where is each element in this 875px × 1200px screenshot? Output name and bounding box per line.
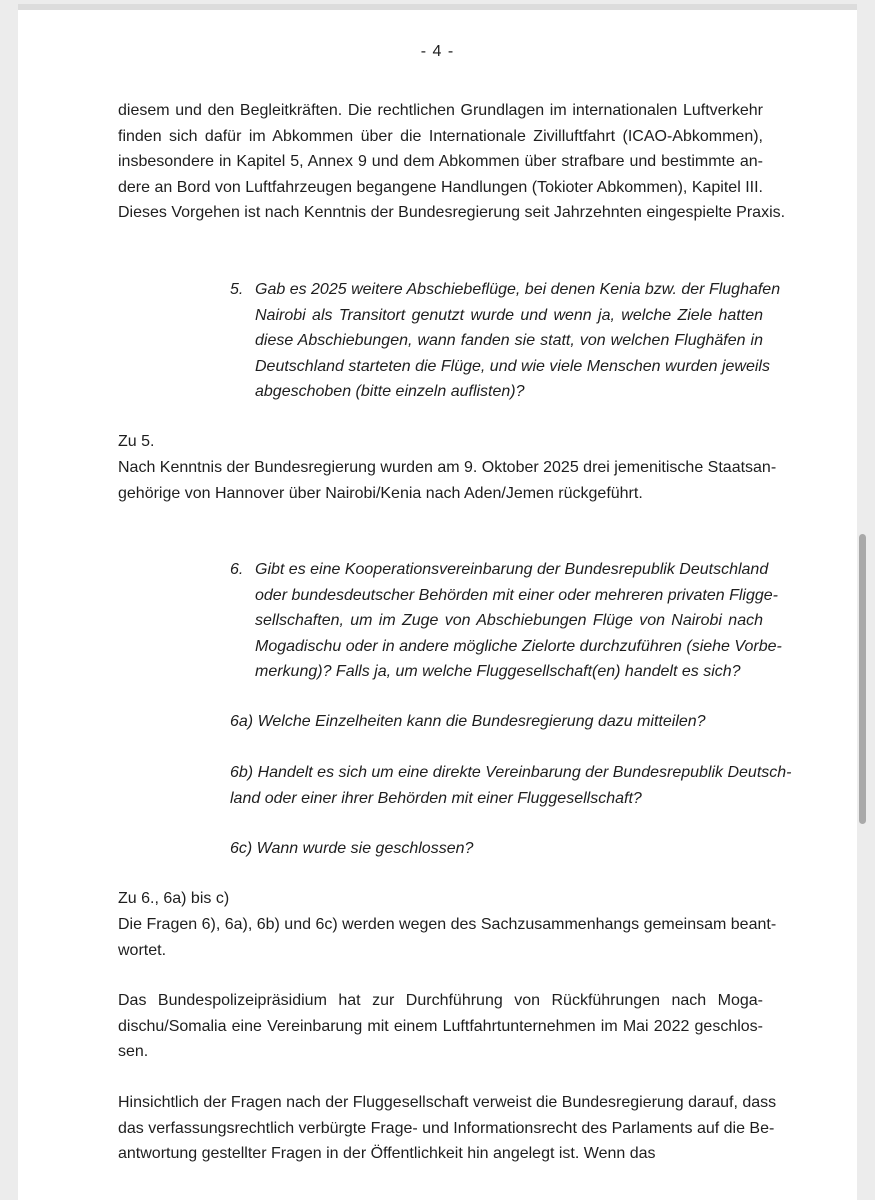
page-number: - 4 - — [420, 43, 455, 60]
text-line: diesem und den Begleitkräften. Die rechtlichen Grundlagen im internationalen Luftverkehr — [118, 102, 763, 119]
answer-6-paragraph-3 — [118, 1090, 777, 1167]
text-line: wortet. — [118, 941, 167, 959]
text-line: Deutschland starteten die Flüge, und wie viele Menschen wurden jeweils — [255, 357, 770, 375]
text-line: Die Fragen 6), 6a), 6b) und 6c) werden wegen des Sachzusammenhangs gemeinsam beant- — [118, 916, 777, 933]
text-line: dere an Bord von Luftfahrzeugen begangene Handlungen (Tokioter Abkommen), Kapitel III. — [118, 178, 763, 196]
text-line: 6c) Wann wurde sie geschlossen? — [230, 840, 474, 857]
text-line: oder bundesdeutscher Behörden mit einer oder mehreren privaten Fligge- — [255, 586, 778, 604]
text-line: dischu/Somalia eine Vereinbarung mit einem Luftfahrtunternehmen im Mai 2022 geschlos- — [118, 1017, 763, 1035]
question-number: 6. — [230, 561, 244, 578]
text-line: sellschaften, um im Zuge von Abschiebungen Flüge von Nairobi nach — [255, 612, 763, 629]
question-6a — [230, 709, 763, 735]
text-line: insbesondere in Kapitel 5, Annex 9 und dem Abkommen über strafbare und bestimmte an- — [118, 153, 763, 170]
answer-5-text — [118, 455, 777, 506]
text-line: Das Bundespolizeipräsidium hat zur Durchführung von Rückführungen nach Moga- — [118, 992, 763, 1009]
text-line: das verfassungsrechtlich verbürgte Frage- und Informationsrecht des Parlaments auf die Be- — [118, 1119, 775, 1137]
question-6c — [230, 836, 763, 862]
text-line: finden sich dafür im Abkommen über die Internationale Zivilluftfahrt (ICAO-Abkommen), — [118, 127, 763, 145]
answer-6-paragraph-2 — [118, 988, 763, 1065]
text-line: Mogadischu oder in andere mögliche Zielorte durchzuführen (siehe Vorbe- — [255, 637, 782, 655]
text-line: merkung)? Falls ja, um welche Fluggesellschaft(en) handelt es sich? — [255, 663, 741, 680]
text-line: gehörige von Hannover über Nairobi/Kenia nach Aden/Jemen rückgeführt. — [118, 484, 643, 502]
text-line: Nach Kenntnis der Bundesregierung wurden am 9. Oktober 2025 drei jemenitische Staatsan- — [118, 459, 777, 476]
text-line: Nairobi als Transitort genutzt wurde und wenn ja, welche Ziele hatten — [255, 306, 763, 324]
question-text — [230, 277, 781, 405]
answer-6-text — [118, 912, 777, 963]
question-text — [230, 557, 782, 685]
text-line: abgeschoben (bitte einzeln auflisten)? — [255, 383, 525, 400]
text-line: Hinsichtlich der Fragen nach der Fluggesellschaft verweist die Bundesregierung darauf, dass — [118, 1094, 777, 1111]
question-6 — [230, 557, 782, 685]
question-number: 5. — [230, 281, 244, 298]
text-line: Gibt es eine Kooperationsvereinbarung der Bundesrepublik Deutschland — [255, 561, 769, 578]
text-line: 6b) Handelt es sich um eine direkte Vereinbarung der Bundesrepublik Deutsch- — [230, 764, 792, 781]
scrollbar-thumb[interactable] — [859, 534, 866, 824]
answer-5-heading: Zu 5. — [118, 433, 155, 450]
text-line: Dieses Vorgehen ist nach Kenntnis der Bundesregierung seit Jahrzehnten eingespielte Praxis. — [118, 204, 786, 221]
question-6b — [230, 760, 792, 811]
question-5 — [230, 277, 781, 405]
text-line: 6a) Welche Einzelheiten kann die Bundesregierung dazu mitteilen? — [230, 713, 706, 730]
answer-6-heading: Zu 6., 6a) bis c) — [118, 890, 230, 907]
text-line: antwortung gestellter Fragen in der Öffentlichkeit hin angelegt ist. Wenn das — [118, 1145, 656, 1162]
continuation-paragraph — [118, 98, 786, 226]
text-line: Gab es 2025 weitere Abschiebeflüge, bei denen Kenia bzw. der Flughafen — [255, 281, 781, 298]
text-line: land oder einer ihrer Behörden mit einer Fluggesellschaft? — [230, 789, 642, 807]
text-line: sen. — [118, 1043, 149, 1060]
text-line: diese Abschiebungen, wann fanden sie statt, von welchen Flughäfen in — [255, 332, 763, 349]
